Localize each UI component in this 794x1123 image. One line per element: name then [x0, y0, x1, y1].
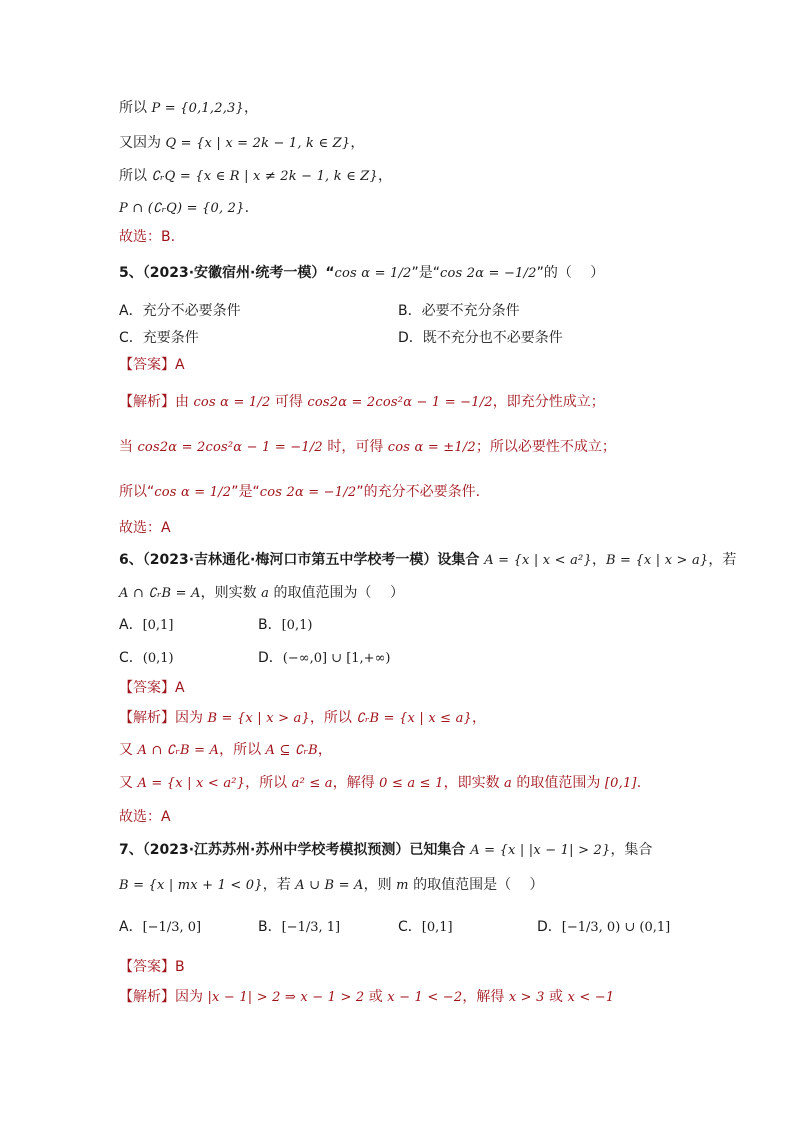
text: 所以“: [119, 484, 155, 500]
text: 或: [364, 989, 388, 1005]
text: ，若: [262, 877, 296, 893]
math: cos2α = 2cos²α − 1 = −1/2: [307, 395, 493, 410]
q7-option-c: [398, 917, 453, 938]
option-label: B．: [258, 617, 282, 633]
text: 因为: [175, 989, 208, 1005]
math: |x − 1| > 2 ⇒ x − 1 > 2: [207, 990, 365, 1005]
math: [0,1]: [142, 618, 174, 633]
math: x < −1: [567, 990, 615, 1005]
math: A ⊆ ∁ᵣB: [265, 743, 318, 758]
q6-option-c: [119, 648, 174, 669]
math: [0,1]: [604, 776, 637, 791]
prev-choose: 故选：B.: [119, 229, 176, 245]
text: .: [244, 200, 250, 216]
q6-stem-1: [119, 550, 736, 571]
math: A ∩ ∁ᵣB = A: [119, 586, 201, 601]
math: Q = {x | x = 2k − 1, k ∈ Z}: [165, 136, 351, 151]
text: 的取值范围是（ ）: [408, 877, 544, 893]
q6-option-a: [119, 615, 173, 636]
text: 可得: [270, 394, 308, 410]
text: ，: [472, 710, 487, 726]
math: B = {x | x > a}: [605, 553, 709, 568]
q5-option-d: D．既不充分也不必要条件: [398, 330, 563, 346]
q7-explain-1: [119, 987, 614, 1008]
text: ，: [377, 168, 392, 184]
q5-option-a: A．充分不必要条件: [119, 303, 241, 319]
text: 又因为: [119, 135, 166, 151]
q6-explain-3: [119, 773, 641, 794]
q5-option-b: B．必要不充分条件: [398, 303, 520, 319]
text: 所以: [119, 168, 152, 184]
math: ∁ᵣQ = {x ∈ R | x ≠ 2k − 1, k ∈ Z}: [151, 169, 378, 184]
text: ”是“: [231, 484, 260, 500]
math: cos2α = 2cos²α − 1 = −1/2: [137, 440, 323, 455]
option-label: D．: [258, 650, 283, 666]
text: ，则实数: [200, 585, 262, 601]
q5-explain-3: [119, 482, 480, 503]
math: cos α = ±1/2: [387, 440, 476, 455]
q7-answer: [119, 957, 185, 977]
q5-explain-1: [119, 392, 605, 413]
math: A = {x | x < a²}: [484, 553, 592, 568]
math: a² ≤ a: [291, 776, 333, 791]
text: 因为: [175, 710, 208, 726]
text: ，: [591, 552, 606, 568]
math: [−1/3, 0) ∪ (0,1]: [561, 920, 671, 935]
option-label: A．: [119, 617, 143, 633]
math: A ∩ ∁ᵣB = A: [137, 743, 220, 758]
math: a: [261, 586, 270, 601]
math: cos 2α = −1/2: [440, 266, 537, 281]
question-number: 7、（2023·江苏苏州·苏州中学校考模拟预测）已知集合: [119, 842, 471, 858]
answer-label: 【答案】: [119, 680, 175, 696]
math: [0,1): [281, 618, 313, 633]
text: ，即实数: [443, 775, 505, 791]
q5-option-c: C．充要条件: [119, 330, 199, 346]
text: 当: [119, 439, 138, 455]
option-label: B．: [258, 919, 282, 935]
q6-stem-2: [119, 583, 404, 604]
option-label: A．: [119, 919, 143, 935]
math: [0,1]: [421, 920, 453, 935]
math: P ∩ (∁ᵣQ) = {0, 2}: [119, 201, 245, 216]
text: ，即充分性成立；: [492, 394, 605, 410]
math: x > 3: [508, 990, 545, 1005]
option-label: C．: [398, 919, 422, 935]
math: x − 1 < −2: [387, 990, 463, 1005]
text: 由: [175, 394, 194, 410]
text: ，: [350, 135, 365, 151]
explain-label: 【解析】: [119, 394, 175, 410]
text: ，所以: [309, 710, 357, 726]
math: (−∞,0] ∪ [1,+∞): [282, 651, 391, 666]
math: A ∪ B = A: [295, 878, 364, 893]
text: 又: [119, 742, 138, 758]
prev-line-2: [119, 133, 364, 154]
option-label: C．: [119, 650, 143, 666]
text: 或: [544, 989, 568, 1005]
q6-explain-2: [119, 740, 332, 761]
text: ，解得: [462, 989, 509, 1005]
q6-answer: [119, 678, 185, 698]
prev-line-4: [119, 198, 249, 219]
answer-value: A: [175, 357, 185, 373]
math: cos α = 1/2: [193, 395, 271, 410]
text: .: [636, 775, 642, 791]
explain-label: 【解析】: [119, 710, 175, 726]
math: ∁ᵣB = {x | x ≤ a}: [356, 711, 473, 726]
text: ”是“: [411, 265, 441, 281]
text: 时，可得: [322, 439, 388, 455]
text: ；所以必要性不成立；: [475, 439, 616, 455]
text: 又: [119, 775, 138, 791]
answer-value: A: [175, 680, 185, 696]
math: [−1/3, 1]: [281, 920, 341, 935]
math: A = {x | |x − 1| > 2}: [470, 843, 611, 858]
math: cos α = 1/2: [334, 266, 412, 281]
text: ，: [317, 742, 332, 758]
text: ，所以: [245, 775, 292, 791]
math: A = {x | x < a²}: [137, 776, 246, 791]
question-number: 5、（2023·安徽宿州·统考一模）“: [119, 265, 335, 281]
text: ，所以: [219, 742, 266, 758]
answer-value: B: [175, 959, 185, 975]
text: 的取值范围为（ ）: [269, 585, 404, 601]
math: m: [396, 878, 409, 893]
q5-answer: [119, 355, 185, 375]
answer-label: 【答案】: [119, 357, 175, 373]
q6-option-d: [258, 648, 390, 669]
option-label: D．: [537, 919, 562, 935]
text: ，解得: [332, 775, 380, 791]
q6-choose: 故选：A: [119, 809, 171, 825]
math: (0,1): [142, 651, 174, 666]
prev-line-3: [119, 166, 392, 187]
text: 的取值范围为: [511, 775, 605, 791]
q7-stem-1: [119, 840, 652, 861]
explain-label: 【解析】: [119, 989, 175, 1005]
math: cos α = 1/2: [154, 485, 232, 500]
q5-choose: 故选：A: [119, 520, 171, 536]
q7-stem-2: [119, 875, 544, 896]
math: B = {x | mx + 1 < 0}: [119, 878, 263, 893]
text: ，则: [363, 877, 397, 893]
q6-explain-1: [119, 708, 486, 729]
math: cos 2α = −1/2: [259, 485, 357, 500]
text: ”的（ ）: [536, 265, 605, 281]
question-number: 6、（2023·吉林通化·梅河口市第五中学校考一模）设集合: [119, 552, 485, 568]
text: ”的充分不必要条件.: [356, 484, 481, 500]
text: ，若: [708, 552, 737, 568]
math: [−1/3, 0]: [142, 920, 202, 935]
prev-line-1: [119, 98, 258, 119]
q5-stem: [119, 263, 604, 284]
q7-option-a: [119, 917, 201, 938]
text: ，: [243, 100, 258, 116]
q7-option-d: [537, 917, 670, 938]
math: B = {x | x > a}: [207, 711, 310, 726]
text: ，集合: [610, 842, 653, 858]
q6-option-b: [258, 615, 312, 636]
q7-option-b: [258, 917, 340, 938]
text: 所以: [119, 100, 152, 116]
math: P = {0,1,2,3}: [151, 101, 244, 116]
math: 0 ≤ a ≤ 1: [379, 776, 444, 791]
math: a: [504, 776, 512, 791]
q5-explain-2: [119, 437, 616, 458]
answer-label: 【答案】: [119, 959, 175, 975]
